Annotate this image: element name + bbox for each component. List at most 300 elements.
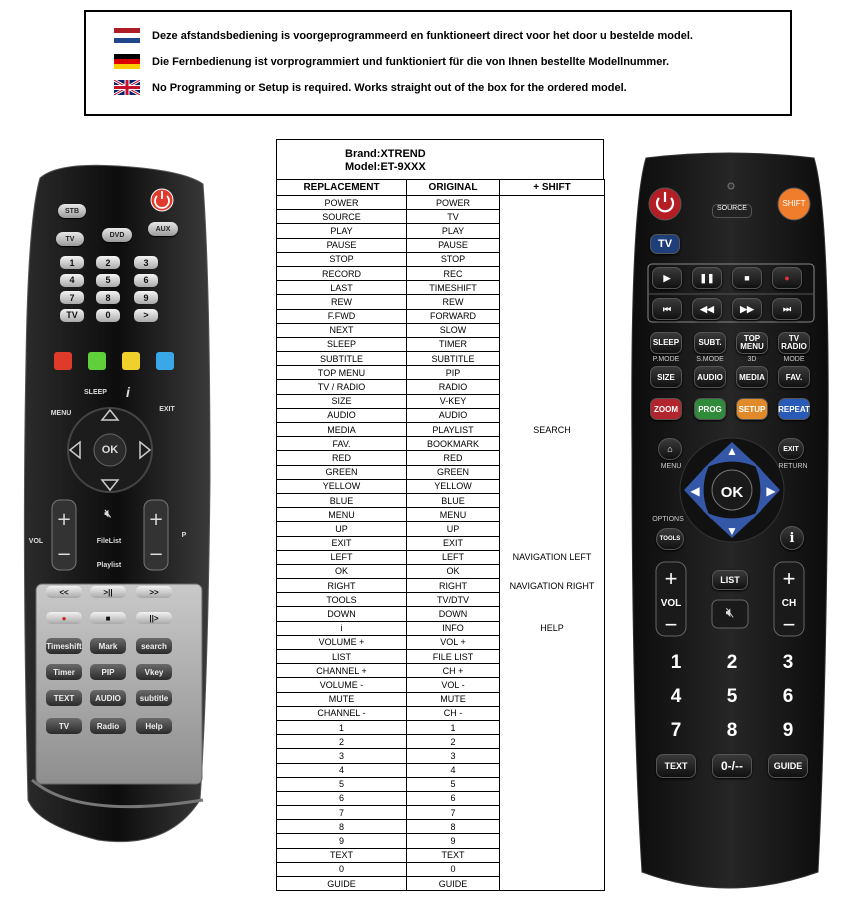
replacement-cell: GREEN xyxy=(277,465,407,479)
shift-cell xyxy=(500,564,605,578)
shift-cell xyxy=(500,791,605,805)
replacement-cell: F.FWD xyxy=(277,309,407,323)
table-row xyxy=(277,252,605,266)
next-icon[interactable]: ⏭ xyxy=(772,298,802,320)
shift-cell xyxy=(500,877,605,891)
source-button[interactable]: SOURCE xyxy=(712,204,752,218)
shift-cell xyxy=(500,224,605,238)
replacement-digit-2[interactable]: 2 xyxy=(726,652,738,673)
table-row xyxy=(277,380,605,394)
table-row xyxy=(277,281,605,295)
shift-cell xyxy=(500,352,605,366)
original-cell: RED xyxy=(407,451,500,465)
table-row xyxy=(277,706,605,720)
replacement-cell: 7 xyxy=(277,806,407,820)
original-gray-key-0-1[interactable]: >|| xyxy=(90,586,126,598)
original-gray-key-3-2[interactable]: Vkey xyxy=(136,664,172,680)
original-cell: 0 xyxy=(407,862,500,876)
replacement-cell: RIGHT xyxy=(277,579,407,593)
replacement-cell: 1 xyxy=(277,720,407,734)
table-row xyxy=(277,550,605,564)
table-header-row xyxy=(277,180,605,196)
replacement-cell: SUBTITLE xyxy=(277,352,407,366)
options-label: OPTIONS xyxy=(652,516,684,523)
table-row xyxy=(277,834,605,848)
original-cell: 8 xyxy=(407,820,500,834)
shift-cell xyxy=(500,465,605,479)
original-gray-key-0-0[interactable]: << xyxy=(46,586,82,598)
original-gray-key-4-0[interactable]: TEXT xyxy=(46,690,82,706)
shift-cell xyxy=(500,295,605,309)
replacement-row3-2[interactable]: SETUP xyxy=(736,398,768,420)
original-key-1[interactable]: 2 xyxy=(96,256,120,269)
table-row xyxy=(277,635,605,649)
original-cell: 7 xyxy=(407,806,500,820)
original-cell: PAUSE xyxy=(407,238,500,252)
replacement-cell: LAST xyxy=(277,281,407,295)
replacement-cell: 9 xyxy=(277,834,407,848)
table-row xyxy=(277,692,605,706)
replacement-cell: MEDIA xyxy=(277,423,407,437)
volume-down-icon[interactable]: − xyxy=(664,612,678,637)
shift-cell xyxy=(500,479,605,493)
shift-cell xyxy=(500,493,605,507)
table-row xyxy=(277,196,605,210)
shift-cell xyxy=(500,749,605,763)
table-row xyxy=(277,678,605,692)
original-cell: V-KEY xyxy=(407,394,500,408)
replacement-guide-button[interactable]: GUIDE xyxy=(768,754,808,778)
right-arrow-icon[interactable]: ▶ xyxy=(766,484,776,498)
exit-button-right[interactable]: EXIT xyxy=(778,438,804,460)
rewind-icon[interactable]: ◀◀ xyxy=(692,298,722,320)
table-row xyxy=(277,479,605,493)
original-cell: REC xyxy=(407,266,500,280)
table-row xyxy=(277,366,605,380)
replacement-digit-6[interactable]: 6 xyxy=(782,686,794,707)
ok-button-right[interactable]: OK xyxy=(720,484,744,501)
tv-mode-button[interactable]: TV xyxy=(56,232,84,246)
replacement-cell: 4 xyxy=(277,763,407,777)
shift-cell xyxy=(500,862,605,876)
vol-label: VOL xyxy=(28,538,44,545)
replacement-cell: FAV. xyxy=(277,437,407,451)
replacement-row2-2[interactable]: MEDIA xyxy=(736,366,768,388)
pause-icon[interactable]: ❚❚ xyxy=(692,267,722,289)
tv-button[interactable]: TV xyxy=(650,234,680,254)
replacement-digit-4[interactable]: 4 xyxy=(670,686,682,707)
menu-label: MENU xyxy=(660,463,682,470)
original-cell: REW xyxy=(407,295,500,309)
vol-label: VOL xyxy=(660,598,682,609)
replacement-row3-0[interactable]: ZOOM xyxy=(650,398,682,420)
banner-row-de xyxy=(114,54,669,69)
banner-text-nl: Deze afstandsbediening is voorgeprogrammeerd en funktioneert direct voor het door u bestelde model. xyxy=(152,29,693,42)
replacement-digit-5[interactable]: 5 xyxy=(726,686,738,707)
original-cell: EXIT xyxy=(407,536,500,550)
replacement-cell: 2 xyxy=(277,735,407,749)
table-row xyxy=(277,266,605,280)
ch-label: CH xyxy=(781,598,797,609)
channel-down-icon[interactable]: − xyxy=(782,612,796,637)
replacement-cell: TOOLS xyxy=(277,593,407,607)
original-cell: 9 xyxy=(407,834,500,848)
mute-icon[interactable]: 🔇︎ xyxy=(104,508,112,520)
original-cell: BOOKMARK xyxy=(407,437,500,451)
shift-cell xyxy=(500,380,605,394)
replacement-cell: LIST xyxy=(277,650,407,664)
original-gray-key-5-0[interactable]: TV xyxy=(46,718,82,734)
shift-cell xyxy=(500,650,605,664)
original-cell: TIMER xyxy=(407,337,500,351)
p-label: P xyxy=(181,532,187,539)
info-icon[interactable]: i xyxy=(126,384,130,400)
original-cell: 3 xyxy=(407,749,500,763)
table-row xyxy=(277,309,605,323)
table-row xyxy=(277,352,605,366)
replacement-row2-3[interactable]: FAV. xyxy=(778,366,810,388)
original-gray-key-5-2[interactable]: Help xyxy=(136,718,172,734)
replacement-row2-0[interactable]: SIZE xyxy=(650,366,682,388)
shift-cell: NAVIGATION LEFT xyxy=(500,550,605,564)
shift-cell: SEARCH xyxy=(500,423,605,437)
replacement-cell: BLUE xyxy=(277,493,407,507)
original-cell: RADIO xyxy=(407,380,500,394)
table-row xyxy=(277,877,605,891)
mapping-table-body xyxy=(277,196,605,891)
banner-text-en: No Programming or Setup is required. Works straight out of the box for the ordered model. xyxy=(152,81,627,94)
original-cell: TIMESHIFT xyxy=(407,281,500,295)
table-row xyxy=(277,337,605,351)
info-banner xyxy=(84,10,792,116)
original-gray-key-2-0[interactable]: Timeshift xyxy=(46,638,82,654)
table-row xyxy=(277,763,605,777)
channel-up-icon[interactable]: + xyxy=(782,566,796,591)
original-cell: 5 xyxy=(407,777,500,791)
table-row xyxy=(277,437,605,451)
return-label: RETURN xyxy=(778,463,808,470)
replacement-cell: AUDIO xyxy=(277,408,407,422)
original-gray-key-4-2[interactable]: subtitle xyxy=(136,690,172,706)
original-cell: CH - xyxy=(407,706,500,720)
original-cell: LEFT xyxy=(407,550,500,564)
shift-cell xyxy=(500,692,605,706)
original-key-2[interactable]: 3 xyxy=(134,256,158,269)
shift-button[interactable]: SHIFT xyxy=(782,199,806,208)
banner-row-nl xyxy=(114,28,693,43)
replacement-cell: VOLUME + xyxy=(277,635,407,649)
original-cell: SLOW xyxy=(407,323,500,337)
table-row xyxy=(277,848,605,862)
filelist-button[interactable]: FileList xyxy=(96,538,122,545)
germany-flag-icon xyxy=(114,54,140,69)
shift-cell xyxy=(500,777,605,791)
shift-cell xyxy=(500,408,605,422)
replacement-cell: RED xyxy=(277,451,407,465)
original-cell: 2 xyxy=(407,735,500,749)
replacement-cell: UP xyxy=(277,522,407,536)
shift-cell xyxy=(500,238,605,252)
replacement-cell: i xyxy=(277,621,407,635)
original-gray-key-1-0[interactable]: ● xyxy=(46,612,82,624)
replacement-text-button[interactable]: TEXT xyxy=(656,754,696,778)
shift-cell xyxy=(500,834,605,848)
column-header-shift: + SHIFT xyxy=(500,180,605,196)
uk-flag-icon xyxy=(114,80,140,95)
table-row xyxy=(277,323,605,337)
model-label: Model:ET-9XXX xyxy=(345,161,426,173)
table-row xyxy=(277,522,605,536)
original-gray-key-3-1[interactable]: PIP xyxy=(90,664,126,680)
svg-text:+: + xyxy=(148,509,164,530)
original-cell: TV xyxy=(407,210,500,224)
replacement-cell: GUIDE xyxy=(277,877,407,891)
table-row xyxy=(277,664,605,678)
shift-cell xyxy=(500,664,605,678)
original-cell: FORWARD xyxy=(407,309,500,323)
replacement-cell: 6 xyxy=(277,791,407,805)
replacement-cell: MUTE xyxy=(277,692,407,706)
stop-icon[interactable]: ■ xyxy=(732,267,762,289)
shift-cell xyxy=(500,720,605,734)
original-gray-key-0-2[interactable]: >> xyxy=(136,586,172,598)
exit-button[interactable]: EXIT xyxy=(159,406,175,413)
replacement-cell: CHANNEL - xyxy=(277,706,407,720)
replacement-digit-8[interactable]: 8 xyxy=(726,720,738,741)
table-row xyxy=(277,720,605,734)
original-cell: AUDIO xyxy=(407,408,500,422)
original-cell: VOL - xyxy=(407,678,500,692)
previous-icon[interactable]: ⏮ xyxy=(652,298,682,320)
original-cell: GREEN xyxy=(407,465,500,479)
sleep-button[interactable]: SLEEP xyxy=(84,389,107,396)
replacement-row1-2[interactable]: TOP MENU xyxy=(736,332,768,354)
shift-cell xyxy=(500,820,605,834)
table-row xyxy=(277,791,605,805)
shift-cell xyxy=(500,323,605,337)
play-icon[interactable]: ▶ xyxy=(652,267,682,289)
replacement-row1-0[interactable]: SLEEP xyxy=(650,332,682,354)
replacement-cell: 8 xyxy=(277,820,407,834)
original-key-6[interactable]: 7 xyxy=(60,291,84,304)
original-cell: STOP xyxy=(407,252,500,266)
table-row xyxy=(277,777,605,791)
original-cell: SUBTITLE xyxy=(407,352,500,366)
banner-row-en xyxy=(114,80,627,95)
tools-button[interactable]: TOOLS xyxy=(656,528,684,550)
original-key-9[interactable]: TV xyxy=(60,309,84,322)
shift-cell xyxy=(500,536,605,550)
replacement-cell: YELLOW xyxy=(277,479,407,493)
replacement-cell: 5 xyxy=(277,777,407,791)
shift-cell xyxy=(500,607,605,621)
aux-mode-button[interactable]: AUX xyxy=(148,222,178,236)
original-key-10[interactable]: 0 xyxy=(96,309,120,322)
original-gray-key-1-1[interactable]: ■ xyxy=(90,612,126,624)
replacement-digit-7[interactable]: 7 xyxy=(670,720,682,741)
shift-cell xyxy=(500,806,605,820)
original-cell: MUTE xyxy=(407,692,500,706)
original-key-4[interactable]: 5 xyxy=(96,274,120,287)
shift-cell xyxy=(500,196,605,210)
replacement-cell: PLAY xyxy=(277,224,407,238)
replacement-cell: CHANNEL + xyxy=(277,664,407,678)
original-cell: 1 xyxy=(407,720,500,734)
volume-up-icon[interactable]: + xyxy=(664,566,678,591)
original-key-0[interactable]: 1 xyxy=(60,256,84,269)
original-gray-key-2-2[interactable]: search xyxy=(136,638,172,654)
original-key-8[interactable]: 9 xyxy=(134,291,158,304)
table-row xyxy=(277,224,605,238)
replacement-cell: 0 xyxy=(277,862,407,876)
mute-icon-right[interactable]: 🔇︎ xyxy=(725,604,735,620)
original-cell: BLUE xyxy=(407,493,500,507)
shift-cell xyxy=(500,763,605,777)
forward-icon[interactable]: ▶▶ xyxy=(732,298,762,320)
shift-cell xyxy=(500,437,605,451)
table-row xyxy=(277,508,605,522)
table-row xyxy=(277,735,605,749)
replacement-sub-label-3: MODE xyxy=(783,356,805,363)
shift-cell xyxy=(500,593,605,607)
table-row xyxy=(277,536,605,550)
shift-cell xyxy=(500,394,605,408)
replacement-cell: SOURCE xyxy=(277,210,407,224)
down-arrow-icon[interactable]: ▼ xyxy=(726,524,738,538)
table-row xyxy=(277,423,605,437)
replacement-sub-label-0: P.MODE xyxy=(652,356,680,363)
replacement-cell: 3 xyxy=(277,749,407,763)
original-cell: TV/DTV xyxy=(407,593,500,607)
replacement-row1-1[interactable]: SUBT. xyxy=(694,332,726,354)
table-row xyxy=(277,408,605,422)
original-gray-key-1-2[interactable]: ||> xyxy=(136,612,172,624)
table-row xyxy=(277,749,605,763)
shift-cell xyxy=(500,451,605,465)
original-cell: VOL + xyxy=(407,635,500,649)
original-key-3[interactable]: 4 xyxy=(60,274,84,287)
replacement-zero-button[interactable]: 0-/-- xyxy=(712,754,752,778)
table-row xyxy=(277,564,605,578)
replacement-cell: SLEEP xyxy=(277,337,407,351)
table-row xyxy=(277,621,605,635)
replacement-row2-1[interactable]: AUDIO xyxy=(694,366,726,388)
original-gray-key-4-1[interactable]: AUDIO xyxy=(90,690,126,706)
replacement-row3-3[interactable]: REPEAT xyxy=(778,398,810,420)
original-cell: PIP xyxy=(407,366,500,380)
mapping-table xyxy=(276,179,605,891)
table-row xyxy=(277,465,605,479)
replacement-cell: PAUSE xyxy=(277,238,407,252)
replacement-digit-9[interactable]: 9 xyxy=(782,720,794,741)
original-cell: FILE LIST xyxy=(407,650,500,664)
replacement-cell: VOLUME - xyxy=(277,678,407,692)
record-icon[interactable]: ● xyxy=(772,267,802,289)
shift-cell xyxy=(500,848,605,862)
home-icon[interactable]: ⌂ xyxy=(658,438,682,460)
table-row xyxy=(277,493,605,507)
replacement-cell: TOP MENU xyxy=(277,366,407,380)
original-cell: MENU xyxy=(407,508,500,522)
shift-cell xyxy=(500,210,605,224)
banner-text-de: Die Fernbedienung ist vorprogrammiert und funktioniert für die von Ihnen bestellte Modellnummer. xyxy=(152,55,670,68)
original-cell: POWER xyxy=(407,196,500,210)
ok-button[interactable]: OK xyxy=(101,444,119,456)
shift-cell xyxy=(500,508,605,522)
svg-text:−: − xyxy=(56,544,72,565)
svg-text:+: + xyxy=(56,509,72,530)
replacement-digit-3[interactable]: 3 xyxy=(782,652,794,673)
replacement-cell: POWER xyxy=(277,196,407,210)
shift-cell xyxy=(500,678,605,692)
replacement-cell: EXIT xyxy=(277,536,407,550)
table-row xyxy=(277,451,605,465)
shift-cell xyxy=(500,706,605,720)
dvd-mode-button[interactable]: DVD xyxy=(102,228,132,242)
replacement-row3-1[interactable]: PROG xyxy=(694,398,726,420)
replacement-sub-label-1: S.MODE xyxy=(696,356,724,363)
list-button[interactable]: LIST xyxy=(712,570,748,590)
column-header-original: ORIGINAL xyxy=(407,180,500,196)
replacement-digit-1[interactable]: 1 xyxy=(670,652,682,673)
original-cell: CH + xyxy=(407,664,500,678)
table-row xyxy=(277,820,605,834)
table-row xyxy=(277,210,605,224)
original-cell: PLAYLIST xyxy=(407,423,500,437)
table-row xyxy=(277,650,605,664)
original-cell: INFO xyxy=(407,621,500,635)
stb-button[interactable]: STB xyxy=(58,204,86,218)
replacement-row1-3[interactable]: TV RADIO xyxy=(778,332,810,354)
original-cell: RIGHT xyxy=(407,579,500,593)
original-key-7[interactable]: 8 xyxy=(96,291,120,304)
table-row xyxy=(277,238,605,252)
left-arrow-icon[interactable]: ◀ xyxy=(690,484,700,498)
table-row xyxy=(277,593,605,607)
original-gray-key-3-0[interactable]: Timer xyxy=(46,664,82,680)
brand-label: Brand:XTREND xyxy=(345,148,426,160)
up-arrow-icon[interactable]: ▲ xyxy=(726,444,738,458)
original-cell: 6 xyxy=(407,791,500,805)
replacement-cell: STOP xyxy=(277,252,407,266)
original-cell: PLAY xyxy=(407,224,500,238)
shift-cell xyxy=(500,252,605,266)
replacement-cell: REW xyxy=(277,295,407,309)
original-key-11[interactable]: > xyxy=(134,309,158,322)
shift-cell xyxy=(500,735,605,749)
shift-cell: NAVIGATION RIGHT xyxy=(500,579,605,593)
replacement-cell: LEFT xyxy=(277,550,407,564)
original-cell: GUIDE xyxy=(407,877,500,891)
shift-cell xyxy=(500,266,605,280)
original-gray-key-2-1[interactable]: Mark xyxy=(90,638,126,654)
shift-cell xyxy=(500,635,605,649)
menu-button[interactable]: MENU xyxy=(50,410,72,417)
original-cell: UP xyxy=(407,522,500,536)
info-button[interactable]: i xyxy=(780,526,804,550)
replacement-cell: TEXT xyxy=(277,848,407,862)
replacement-cell: RECORD xyxy=(277,266,407,280)
playlist-button[interactable]: Playlist xyxy=(96,562,122,569)
replacement-sub-label-2: 3D xyxy=(747,356,757,363)
original-key-5[interactable]: 6 xyxy=(134,274,158,287)
replacement-cell: MENU xyxy=(277,508,407,522)
original-remote xyxy=(18,160,228,860)
table-row xyxy=(277,295,605,309)
shift-cell xyxy=(500,337,605,351)
original-gray-key-5-1[interactable]: Radio xyxy=(90,718,126,734)
original-cell: DOWN xyxy=(407,607,500,621)
